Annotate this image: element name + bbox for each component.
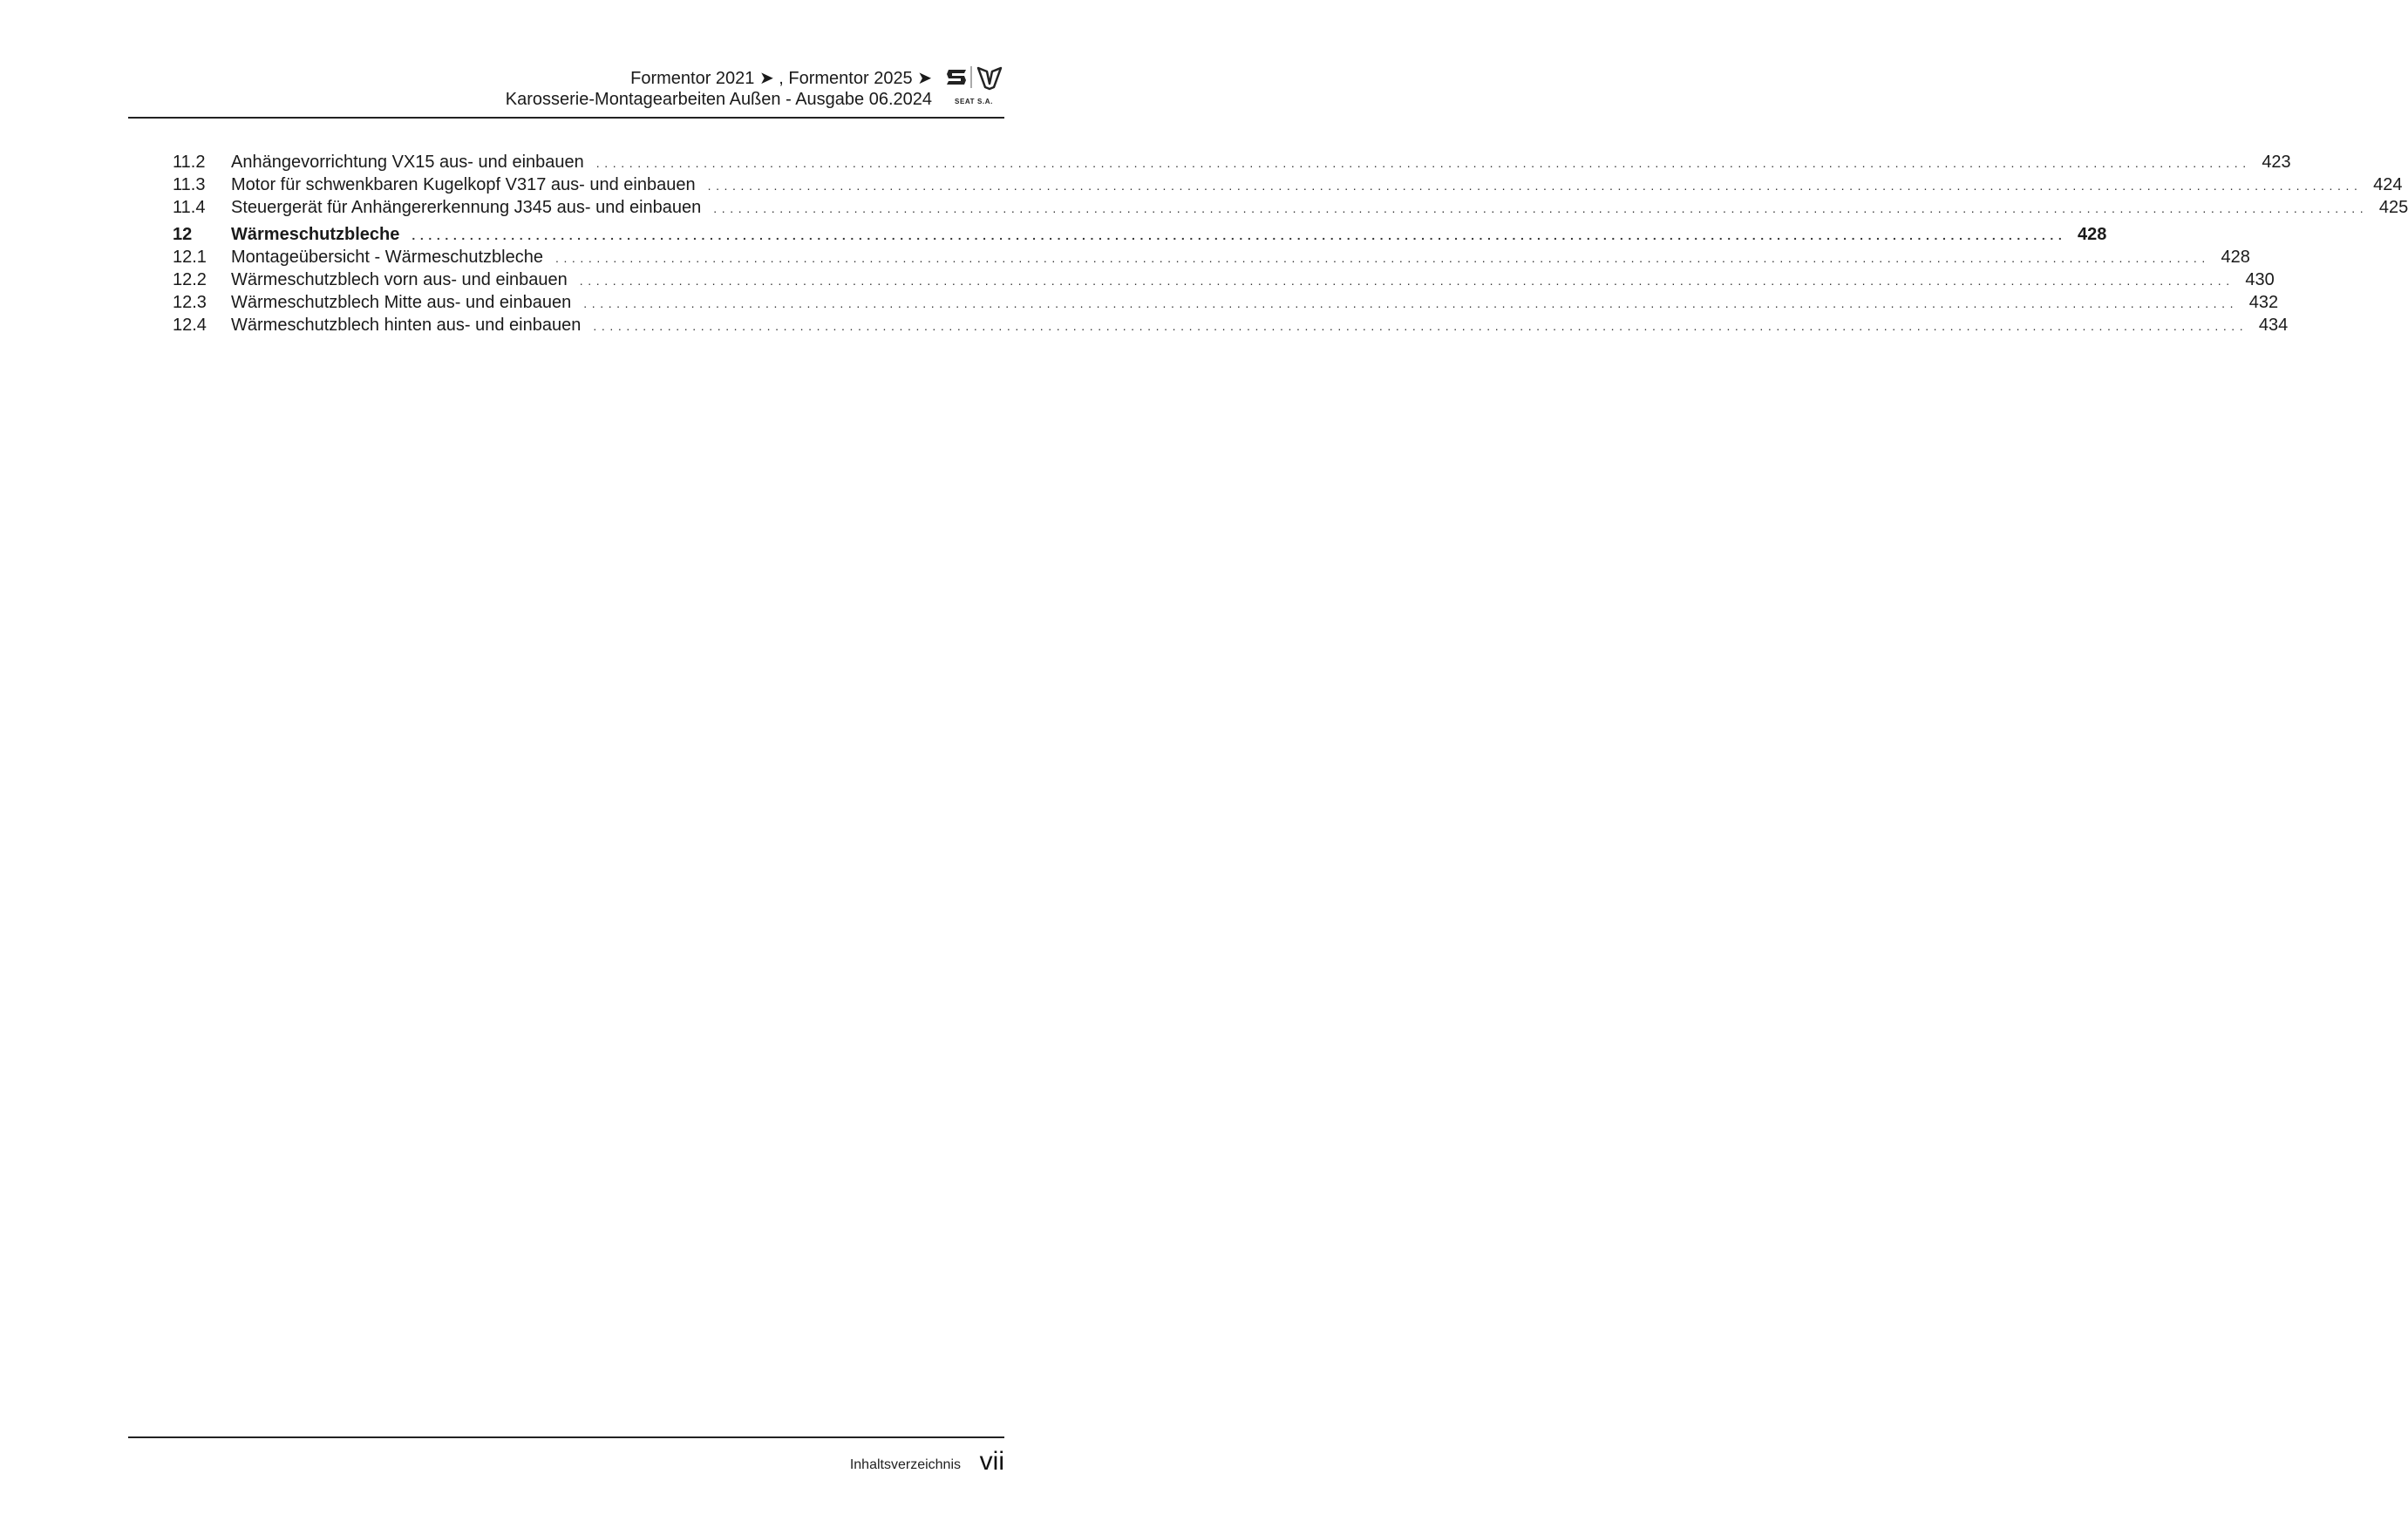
seat-sa-label: SEAT S.A.	[955, 98, 993, 105]
toc-entry-page: 428	[2077, 225, 2107, 244]
toc-dot-leader: ........................................................................................................................................................................................................	[595, 156, 2251, 170]
header-model-line: Formentor 2021 ➤ , Formentor 2025 ➤	[630, 69, 932, 88]
toc-dot-leader: ........................................................................................................................................................................................................	[412, 228, 2067, 242]
toc-dot-leader: ........................................................................................................................................................................................................	[593, 319, 2248, 333]
toc-dot-leader: ........................................................................................................................................................................................................	[713, 201, 2369, 215]
toc-entry-title: Steuergerät für Anhängererkennung J345 aus- und einbauen	[231, 198, 702, 217]
toc-dot-leader: ........................................................................................................................................................................................................	[583, 296, 2239, 310]
toc-entry-row[interactable]	[173, 173, 2403, 196]
toc-entry-number: 11.4	[173, 198, 206, 217]
toc-entry-title: Wärmeschutzbleche	[231, 225, 400, 244]
toc-chapter-row[interactable]	[173, 223, 2107, 246]
toc-entry-row[interactable]	[173, 151, 2291, 173]
toc-entry-row[interactable]	[173, 196, 2408, 219]
footer-page-number: vii	[979, 1447, 1004, 1476]
toc-entry-title: Wärmeschutzblech vorn aus- und einbauen	[231, 270, 568, 289]
toc-entry-page: 424	[2373, 175, 2403, 194]
toc-entry-page: 428	[2221, 248, 2250, 267]
toc-entry-page: 425	[2378, 198, 2408, 217]
toc-entry-title: Anhängevorrichtung VX15 aus- und einbauen	[231, 153, 584, 172]
header-edition-line: Karosserie-Montagearbeiten Außen - Ausgabe 06.2024	[505, 90, 932, 109]
toc-entry-title: Wärmeschutzblech Mitte aus- und einbauen	[231, 293, 572, 312]
toc-entry-title: Wärmeschutzblech hinten aus- und einbauen	[231, 316, 582, 335]
toc-dot-leader: ........................................................................................................................................................................................................	[554, 251, 2210, 265]
toc-entry-page: 434	[2258, 316, 2289, 335]
toc-entry-row[interactable]	[173, 291, 2279, 314]
toc-entry-title: Motor für schwenkbaren Kugelkopf V317 aus- und einbauen	[231, 175, 696, 194]
toc-entry-number: 11.3	[173, 175, 206, 194]
toc-entry-row[interactable]	[173, 246, 2250, 268]
toc-entry-number: 12.2	[173, 270, 207, 289]
seat-cupra-logo	[943, 65, 1004, 110]
toc-dot-leader: ........................................................................................................................................................................................................	[707, 179, 2363, 193]
toc-entry-page: 432	[2248, 293, 2279, 312]
toc-entry-page: 430	[2245, 270, 2275, 289]
toc-entry-number: 12.1	[173, 248, 207, 267]
toc-entry-number: 12.4	[173, 316, 207, 335]
toc-entry-number: 12.3	[173, 293, 207, 312]
page-footer	[128, 1436, 1004, 1476]
toc-dot-leader: ........................................................................................................................................................................................................	[579, 274, 2235, 288]
toc-entry-number: 12	[173, 225, 193, 244]
cupra-logo-icon	[976, 65, 1003, 91]
footer-section-label: Inhaltsverzeichnis	[849, 1457, 961, 1472]
toc-entry-title: Montageübersicht - Wärmeschutzbleche	[231, 248, 543, 267]
page-header	[128, 61, 1004, 119]
toc-entry-page: 423	[2262, 153, 2291, 172]
header-text	[506, 68, 932, 110]
toc-entry-row[interactable]	[173, 314, 2289, 336]
toc-entry-row[interactable]	[173, 268, 2275, 291]
table-of-contents	[173, 151, 2408, 336]
toc-entry-number: 11.2	[173, 153, 206, 172]
